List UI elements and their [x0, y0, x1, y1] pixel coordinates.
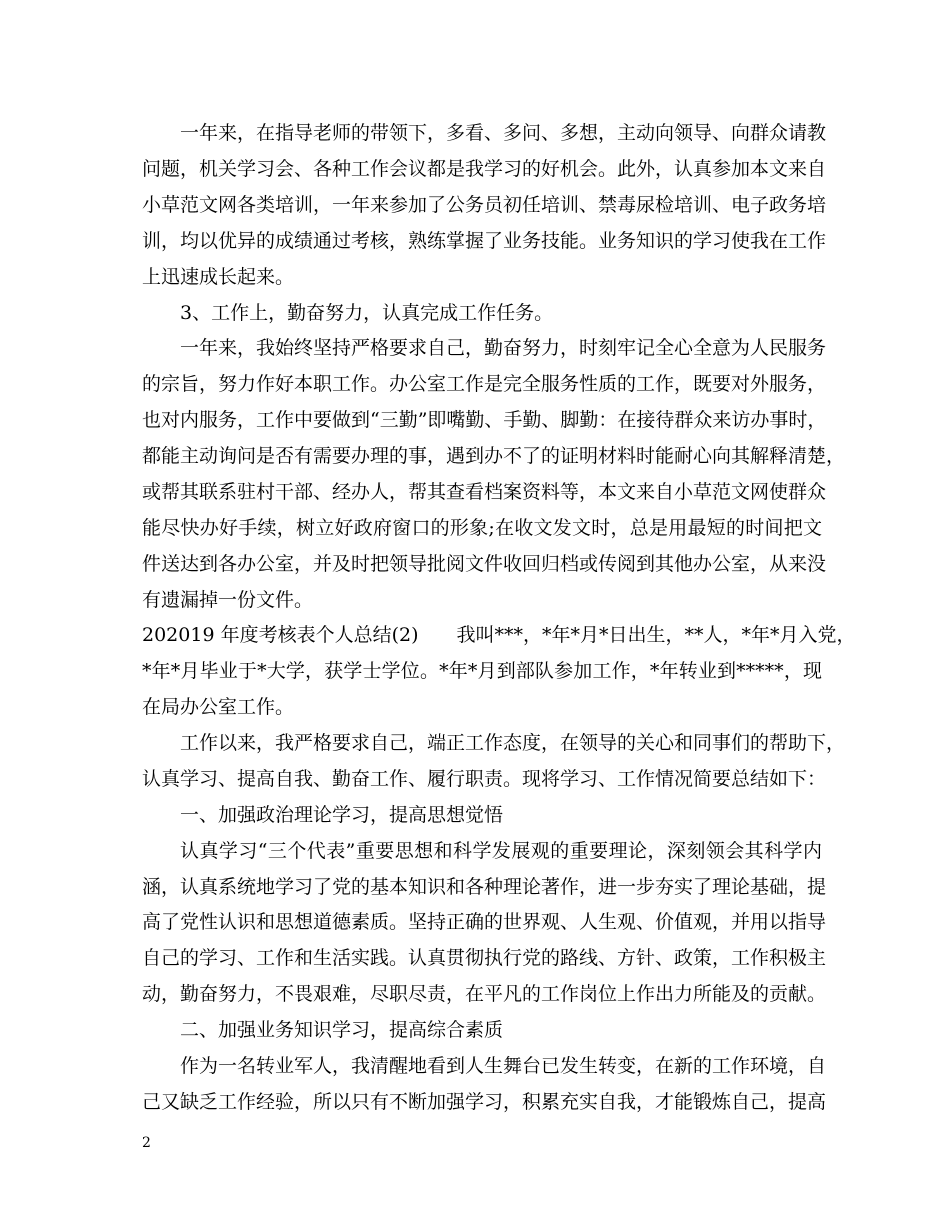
text-line: *年*月毕业于*大学，获学士学位。*年*月到部队参加工作，*年转业到*****，现 — [142, 660, 822, 682]
text-line: 件送达到各办公室，并及时把领导批阅文件收回归档或传阅到其他办公室，从来没 — [142, 553, 827, 575]
text-line: 一年来，我始终坚持严格要求自己，勤奋努力，时刻牢记全心全意为人民服务 — [180, 337, 827, 359]
text-line: 也对内服务，工作中要做到“三勤”即嘴勤、手勤、脚勤：在接待群众来访办事时， — [142, 409, 827, 431]
section-heading: 二、加强业务知识学习，提高综合素质 — [180, 1019, 504, 1041]
text-line: 有遗漏掉一份文件。 — [142, 589, 314, 611]
text-line: 都能主动询问是否有需要办理的事，遇到办不了的证明材料时能耐心向其解释清楚， — [142, 445, 846, 467]
text-line: 己又缺乏工作经验，所以只有不断加强学习，积累充实自我，才能锻炼自己，提高 — [142, 1091, 827, 1113]
text-line: 认真学习“三个代表”重要思想和科学发展观的重要理论，深刻领会其科学内 — [180, 840, 822, 862]
text-line: 上迅速成长起来。 — [142, 266, 295, 288]
text-line: 自己的学习、工作和生活实践。认真贯彻执行党的路线、方针、政策，工作积极主 — [142, 947, 827, 969]
text-line: 能尽快办好手续，树立好政府窗口的形象;在收文发文时，总是用最短的时间把文 — [142, 517, 822, 539]
text-line: 问题，机关学习会、各种工作会议都是我学习的好机会。此外，认真参加本文来自 — [142, 158, 827, 180]
text-line: 小草范文网各类培训，一年来参加了公务员初任培训、禁毒尿检培训、电子政务培 — [142, 194, 827, 216]
text-line: 的宗旨，努力作好本职工作。办公室工作是完全服务性质的工作，既要对外服务， — [142, 373, 827, 395]
text-line: 高了党性认识和思想道德素质。坚持正确的世界观、人生观、价值观，并用以指导 — [142, 911, 827, 933]
section-heading: 一、加强政治理论学习，提高思想觉悟 — [180, 804, 504, 826]
page-number: 2 — [142, 1135, 151, 1151]
text-line: 作为一名转业军人，我清醒地看到人生舞台已发生转变，在新的工作环境，自 — [180, 1055, 827, 1077]
text-line: 动，勤奋努力，不畏艰难，尽职尽责，在平凡的工作岗位上作出力所能及的贡献。 — [142, 983, 827, 1005]
text-line: 训，均以优异的成绩通过考核，熟练掌握了业务技能。业务知识的学习使我在工作 — [142, 230, 827, 252]
text-line: 涵，认真系统地学习了党的基本知识和各种理论著作，进一步夯实了理论基础，提 — [142, 876, 827, 898]
section-heading: 3、工作上，勤奋努力，认真完成工作任务。 — [180, 302, 554, 324]
text-line: 在局办公室工作。 — [142, 696, 295, 718]
document-title-line: 202019 年度考核表个人总结(2) 我叫***，*年*月*日出生，**人，*年*月入党， — [142, 624, 856, 646]
text-line: 认真学习、提高自我、勤奋工作、履行职责。现将学习、工作情况简要总结如下： — [142, 768, 827, 790]
text-line: 或帮其联系驻村干部、经办人，帮其查看档案资料等，本文来自小草范文网使群众 — [142, 481, 827, 503]
text-line: 工作以来，我严格要求自己，端正工作态度，在领导的关心和同事们的帮助下， — [180, 732, 846, 754]
text-line: 一年来，在指导老师的带领下，多看、多问、多想，主动向领导、向群众请教 — [180, 122, 827, 144]
